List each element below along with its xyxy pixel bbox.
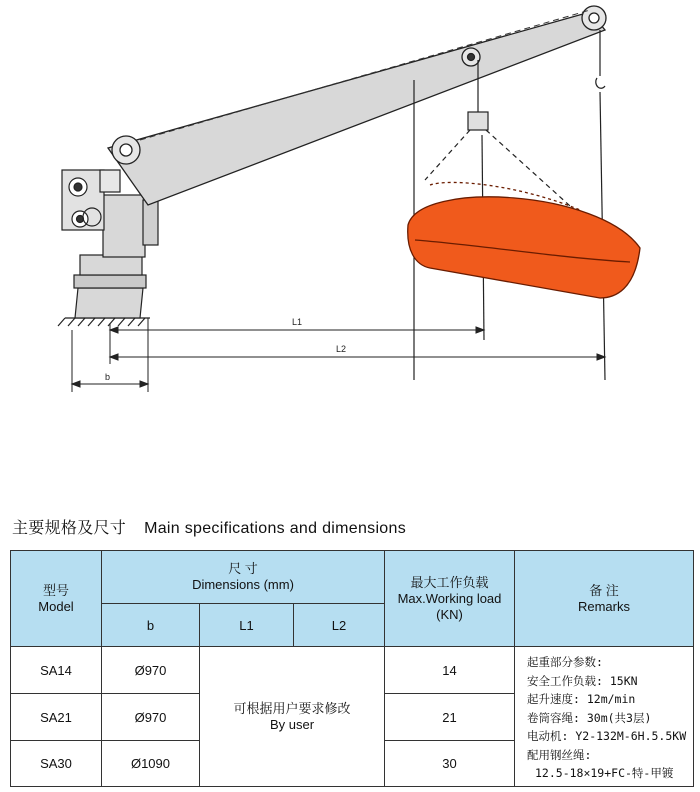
- header-col-l2: L2: [294, 604, 385, 647]
- header-dimensions: 尺 寸 Dimensions (mm): [102, 551, 385, 604]
- remark-line: 卷筒容绳: 30m(共3层): [527, 710, 652, 725]
- cell-load: 30: [385, 741, 515, 787]
- header-col-l1: L1: [200, 604, 294, 647]
- cell-b: Ø1090: [102, 741, 200, 787]
- remark-line: 安全工作负载: 15KN: [527, 673, 638, 688]
- heading-en: Main specifications and dimensions: [144, 520, 406, 537]
- dim-label-l2: L2: [336, 344, 347, 354]
- remark-line: 起升速度: 12m/min: [527, 692, 636, 706]
- cell-l1-l2-merged: 可根据用户要求修改 By user: [200, 647, 385, 787]
- header-col-b: b: [102, 604, 200, 647]
- remark-line: 配用钢丝绳:: [527, 747, 592, 762]
- cell-load: 14: [385, 647, 515, 694]
- spec-table: [10, 550, 694, 787]
- table-row: [11, 647, 694, 694]
- davit-arm: [108, 6, 606, 205]
- dim-label-b: b: [105, 372, 111, 382]
- lifeboat: [408, 182, 640, 298]
- cell-b: Ø970: [102, 694, 200, 741]
- foundation: [58, 318, 150, 326]
- header-remarks: 备 注 Remarks: [515, 551, 694, 647]
- cell-load: 21: [385, 694, 515, 741]
- davit-pedestal: [74, 255, 146, 318]
- remark-line: 12.5-18×19+FC-特-甲镀: [535, 766, 674, 780]
- cell-b: Ø970: [102, 647, 200, 694]
- dimension-lines: [72, 318, 605, 392]
- header-max-load: 最大工作负载 Max.Working load (KN): [385, 551, 515, 647]
- header-model: 型号 Model: [11, 551, 102, 647]
- section-heading: [12, 515, 406, 538]
- cell-model: SA21: [11, 694, 102, 741]
- remark-line: 起重部分参数:: [527, 655, 603, 669]
- heading-cn: 主要规格及尺寸: [12, 520, 127, 537]
- cell-remarks: [515, 647, 694, 787]
- cell-model: SA14: [11, 647, 102, 694]
- cell-model: SA30: [11, 741, 102, 787]
- dim-label-l1: L1: [292, 317, 303, 327]
- hook-block: [468, 78, 605, 130]
- remark-line: 电动机: Y2-132M-6H.5.5KW: [527, 729, 687, 743]
